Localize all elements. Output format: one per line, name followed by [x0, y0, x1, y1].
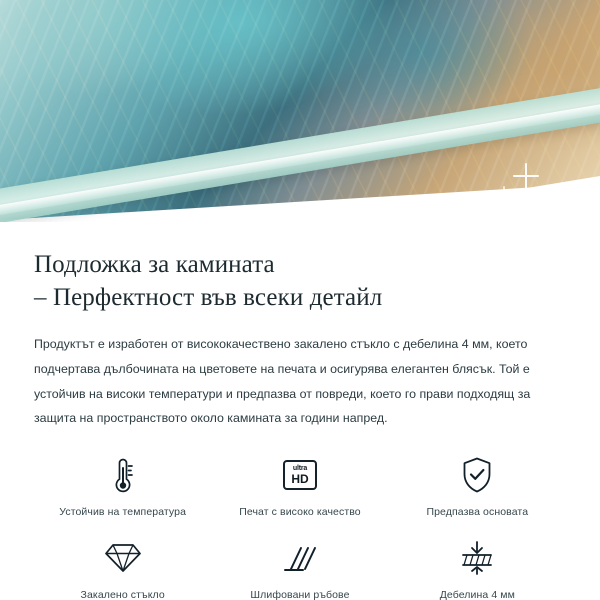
thickness-icon [457, 536, 497, 580]
page-title-line-2: – Перфектност във всеки детайл [34, 284, 383, 311]
diamond-icon [104, 536, 142, 580]
feature-label: Предпазва основата [426, 506, 529, 519]
feature-item [389, 530, 566, 600]
shield-check-icon [460, 453, 494, 497]
page-title [34, 248, 566, 314]
feature-label: Дебелина 4 мм [439, 589, 515, 600]
feature-label: Устойчив на температура [59, 506, 187, 519]
feature-item [211, 447, 388, 520]
polished-edges-icon [281, 536, 319, 580]
description-paragraph: Продуктът е изработен от висококачествено закалено стъкло с дебелина 4 мм, което подчертава дълбочината на цветовете на печата и осигурява елегантен блясък. Той е устойчив на високи температури и предпазва от повреди, което го прави подходящ за защита на пространството около камината за години напред. [34, 337, 531, 426]
feature-label: Печат с високо качество [239, 506, 361, 519]
thermometer-icon [110, 453, 136, 497]
hero-image [0, 0, 600, 222]
feature-item [34, 447, 211, 520]
feature-item [211, 530, 388, 600]
page-title-line-1: Подложка за камината [34, 251, 275, 278]
ultra-hd-icon: ultra HD [283, 453, 317, 497]
feature-label: Шлифовани ръбове [250, 589, 350, 600]
feature-grid [34, 447, 566, 600]
feature-item [34, 530, 211, 600]
feature-label: Закалено стъкло [80, 589, 165, 600]
content-area [0, 248, 600, 600]
feature-item [389, 447, 566, 520]
